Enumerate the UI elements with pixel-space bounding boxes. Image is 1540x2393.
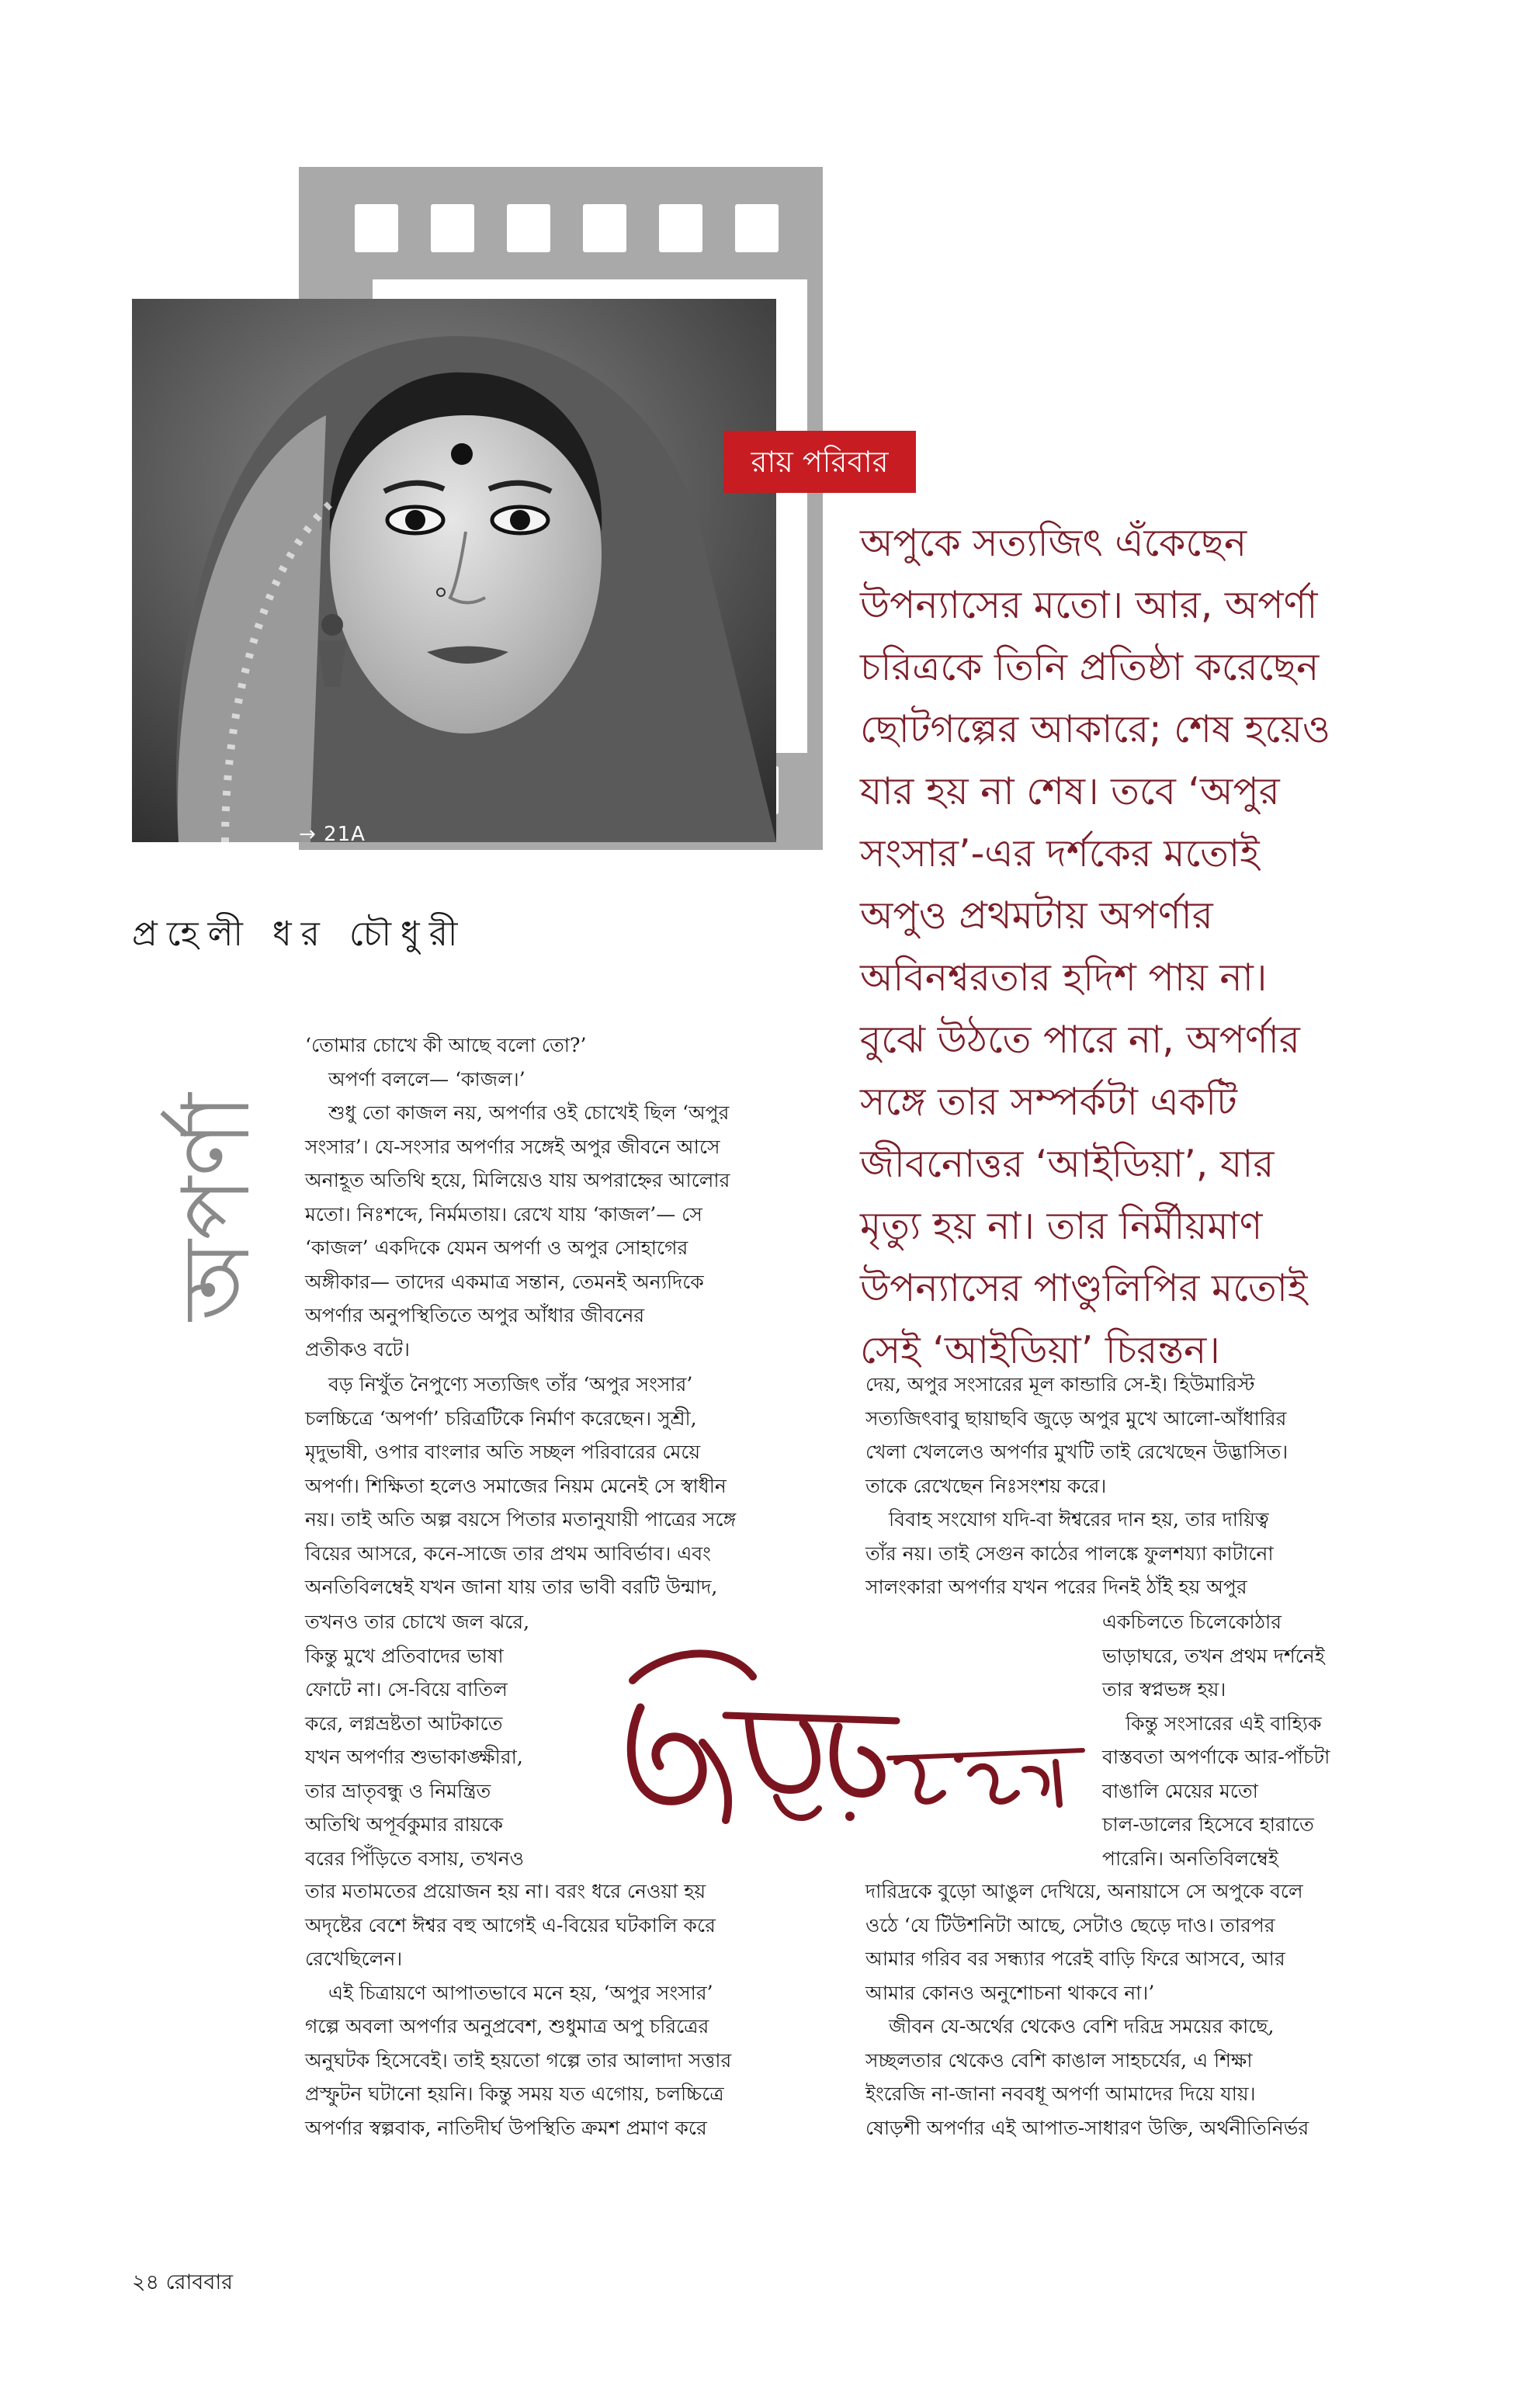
body-line: তাকে রেখেছেন নিঃসংশয় করে।: [865, 1474, 1107, 1497]
body-line: দারিদ্রকে বুড়ো আঙুল দেখিয়ে, অনায়াসে সে অপুকে বলে: [865, 1880, 1303, 1902]
body-line: রেখেছিলেন।: [305, 1947, 403, 1970]
pull-quote-line: উপন্যাসের মতো। আর, অপর্ণা: [860, 583, 1318, 627]
body-line: অদৃষ্টের বেশে ঈশ্বর বহু আগেই এ-বিয়ের ঘটকালি করে: [305, 1913, 716, 1937]
body-line: যখন অপর্ণার শুভাকাঙ্ক্ষীরা,: [305, 1746, 523, 1768]
section-tag: রায় পরিবার: [723, 431, 916, 493]
article-title-vertical: অপর্ণা: [163, 1093, 271, 1321]
body-line: সংসার’। যে-সংসার অপর্ণার সঙ্গেই অপুর জীবনে আসে: [305, 1135, 720, 1158]
portrait-photo: [132, 299, 776, 842]
body-line: তার মতামতের প্রয়োজন হয় না। বরং ধরে নেওয়া হয়: [305, 1880, 706, 1902]
body-line: গল্পে অবলা অপর্ণার অনুপ্রবেশ, শুধুমাত্র অপু চরিত্রের: [305, 2015, 709, 2038]
body-line: এই চিত্রায়ণে আপাতভাবে মনে হয়, ‘অপুর সংসার’: [328, 1981, 713, 2004]
author-byline: প্রহেলী ধর চৌধুরী: [132, 914, 467, 954]
body-line: সালংকারা অপর্ণার যখন পরের দিনই ঠাঁই হয় অপুর: [865, 1576, 1247, 1598]
pull-quote-line: সেই ‘আইডিয়া’ চিরন্তন।: [860, 1328, 1220, 1372]
body-line: তখনও তার চোখে জল ঝরে,: [305, 1611, 530, 1633]
body-line: কিন্তু সংসারের এই বাহ্যিক: [1126, 1712, 1322, 1735]
body-line: জীবন যে-অর্থের থেকেও বেশি দরিদ্র সময়ের কাছে,: [889, 2015, 1275, 2038]
body-line: অপর্ণা। শিক্ষিতা হলেও সমাজের নিয়ম মেনেই সে স্বাধীন: [305, 1474, 727, 1497]
body-line: বিয়ের আসরে, কনে-সাজে তার প্রথম আবির্ভাব। এবং: [305, 1542, 711, 1565]
body-column-left-top: [305, 1028, 825, 1366]
body-line: অপর্ণার অনুপস্থিতিতে অপুর আঁধার জীবনের: [305, 1304, 645, 1327]
body-line: নয়। তাই অতি অল্প বয়সে পিতার মতানুযায়ী পাত্রের সঙ্গে: [305, 1508, 737, 1531]
body-column-left-bottom: [305, 1875, 825, 2145]
body-line: মতো। নিঃশব্দে, নির্মমতায়। রেখে যায় ‘কাজল’— সে: [305, 1202, 702, 1226]
body-line: প্রতীকও বটে।: [305, 1337, 410, 1361]
pull-quote-line: উপন্যাসের পাণ্ডুলিপির মতোই: [860, 1266, 1308, 1310]
body-line: আমার কোনও অনুশোচনা থাকবে না।’: [865, 1981, 1155, 2004]
body-line: তার ভ্রাতৃবন্ধু ও নিমন্ত্রিত: [305, 1779, 491, 1802]
pull-quote: [860, 512, 1465, 1382]
body-line: অপর্ণা বললে— ‘কাজল।’: [328, 1067, 525, 1091]
body-line: চলচ্চিত্রে ‘অপর্ণা’ চরিত্রটিকে নির্মাণ করেছেন। সুশ্রী,: [305, 1406, 697, 1430]
body-line: অনাহূত অতিথি হয়ে, মিলিয়েও যায় অপরাহ্নের আলোর: [305, 1169, 730, 1191]
body-line: পারেনি। অনতিবিলম্বেই: [1102, 1847, 1278, 1870]
body-line: বরের পিঁড়িতে বসায়, তখনও: [305, 1847, 525, 1870]
body-line: অতিথি অপূর্বকুমার রায়কে: [305, 1813, 503, 1836]
body-line: অনুঘটক হিসেবেই। তাই হয়তো গল্পে তার আলাদা সত্তার: [305, 2048, 732, 2072]
body-line: করে, লগ্নভ্রষ্টতা আটকাতে: [305, 1712, 503, 1735]
body-line: তাঁর নয়। তাই সেগুন কাঠের পালঙ্কে ফুলশয্যা কাটানো: [865, 1542, 1274, 1565]
pull-quote-line: সংসার’-এর দর্শকের মতোই: [860, 831, 1260, 876]
body-line: মৃদুভাষী, ওপার বাংলার অতি সচ্ছল পরিবারের মেয়ে: [305, 1441, 701, 1463]
body-line: কিন্তু মুখে প্রতিবাদের ভাষা: [305, 1644, 504, 1667]
body-line: বড় নিখুঁত নৈপুণ্যে সত্যজিৎ তাঁর ‘অপুর সংসার’: [328, 1373, 693, 1396]
body-line: ভাড়াঘরে, তখন প্রথম দর্শনেই: [1102, 1644, 1325, 1667]
body-line: ‘তোমার চোখে কী আছে বলো তো?’: [305, 1034, 587, 1056]
pull-quote-line: অপুও প্রথমটায় অপর্ণার: [860, 893, 1213, 938]
pull-quote-line: বুঝে উঠতে পারে না, অপর্ণার: [860, 1018, 1300, 1062]
body-line: ওঠে ‘যে টিউশনিটা আছে, সেটাও ছেড়ে দাও। তারপর: [865, 1913, 1275, 1937]
body-line: আমার গরিব বর সন্ধ্যার পরেই বাড়ি ফিরে আসবে, আর: [865, 1947, 1285, 1970]
body-line: বাঙালি মেয়ের মতো: [1102, 1779, 1258, 1802]
pull-quote-line: যার হয় না শেষ। তবে ‘অপুর: [860, 769, 1280, 813]
pull-quote-line: ছোটগল্পের আকারে; শেষ হয়েও: [860, 707, 1330, 751]
body-column-right-bottom: [865, 1875, 1471, 2145]
pull-quote-line: সঙ্গে তার সম্পর্কটা একটি: [860, 1080, 1237, 1124]
pull-quote-line: মৃত্যু হয় না। তার নির্মীয়মাণ: [860, 1204, 1263, 1248]
pull-quote-line: জীবনোত্তর ‘আইডিয়া’, যার: [860, 1142, 1275, 1186]
body-line: ইংরেজি না-জানা নববধূ অপর্ণা আমাদের দিয়ে যায়।: [865, 2083, 1256, 2105]
body-line: ষোড়শী অপর্ণার এই আপাত-সাধারণ উক্তি, অর্থনীতিনির্ভর: [865, 2116, 1309, 2139]
pull-quote-line: চরিত্রকে তিনি প্রতিষ্ঠা করেছেন: [860, 645, 1320, 689]
body-line: সত্যজিৎবাবু ছায়াছবি জুড়ে অপুর মুখে আলো-আঁধারির: [865, 1406, 1287, 1430]
body-line: ফোটে না। সে-বিয়ে বাতিল: [305, 1678, 508, 1701]
pull-quote-line: অবিনশ্বরতার হদিশ পায় না।: [860, 955, 1268, 1000]
body-line: দেয়, অপুর সংসারের মূল কান্ডারি সে-ই। হিউমারিস্ট: [865, 1373, 1255, 1396]
body-line: একচিলতে চিলেকোঠার: [1102, 1611, 1282, 1633]
body-line: খেলা খেললেও অপর্ণার মুখটি তাই রেখেছেন উদ্ভাসিত।: [865, 1441, 1289, 1463]
body-line: অপর্ণার স্বল্পবাক, নাতিদীর্ঘ উপস্থিতি ক্রমশ প্রমাণ করে: [305, 2116, 707, 2139]
film-frame-code: → 21A: [299, 823, 366, 846]
body-column-right-narrow: [1102, 1605, 1467, 1875]
body-line: অঙ্গীকার— তাদের একমাত্র সন্তান, তেমনই অন্যদিকে: [305, 1270, 704, 1293]
body-line: বাস্তবতা অপর্ণাকে আর-পাঁচটা: [1102, 1746, 1330, 1768]
body-line: শুধু তো কাজল নয়, অপর্ণার ওই চোখেই ছিল ‘অপুর: [328, 1101, 730, 1124]
body-line: প্রস্ফুটন ঘটানো হয়নি। কিন্তু সময় যত এগোয়, চলচ্চিত্রে: [305, 2083, 724, 2105]
body-line: সচ্ছলতার থেকেও বেশি কাঙাল সাহচর্যের, এ শিক্ষা: [865, 2048, 1253, 2072]
page-folio: ২৪ রোববার: [132, 2270, 234, 2294]
body-column-right-top: [865, 1368, 1471, 1604]
body-column-left-narrow: [305, 1605, 600, 1875]
body-line: বিবাহ সংযোগ যদি-বা ঈশ্বরের দান হয়, তার দায়িত্ব: [889, 1508, 1269, 1531]
body-line: চাল-ডালের হিসেবে হারাতে: [1102, 1813, 1314, 1836]
body-line: অনতিবিলম্বেই যখন জানা যায় তার ভাবী বরটি উন্মাদ,: [305, 1576, 718, 1598]
calligraphy-title-apur-sansar: [617, 1634, 1098, 1867]
pull-quote-line: অপুকে সত্যজিৎ এঁকেছেন: [860, 521, 1247, 565]
body-line: ‘কাজল’ একদিকে যেমন অপর্ণা ও অপুর সোহাগের: [305, 1236, 688, 1259]
body-line: তার স্বপ্নভঙ্গ হয়।: [1102, 1678, 1226, 1701]
body-column-left-mid: [305, 1368, 825, 1604]
